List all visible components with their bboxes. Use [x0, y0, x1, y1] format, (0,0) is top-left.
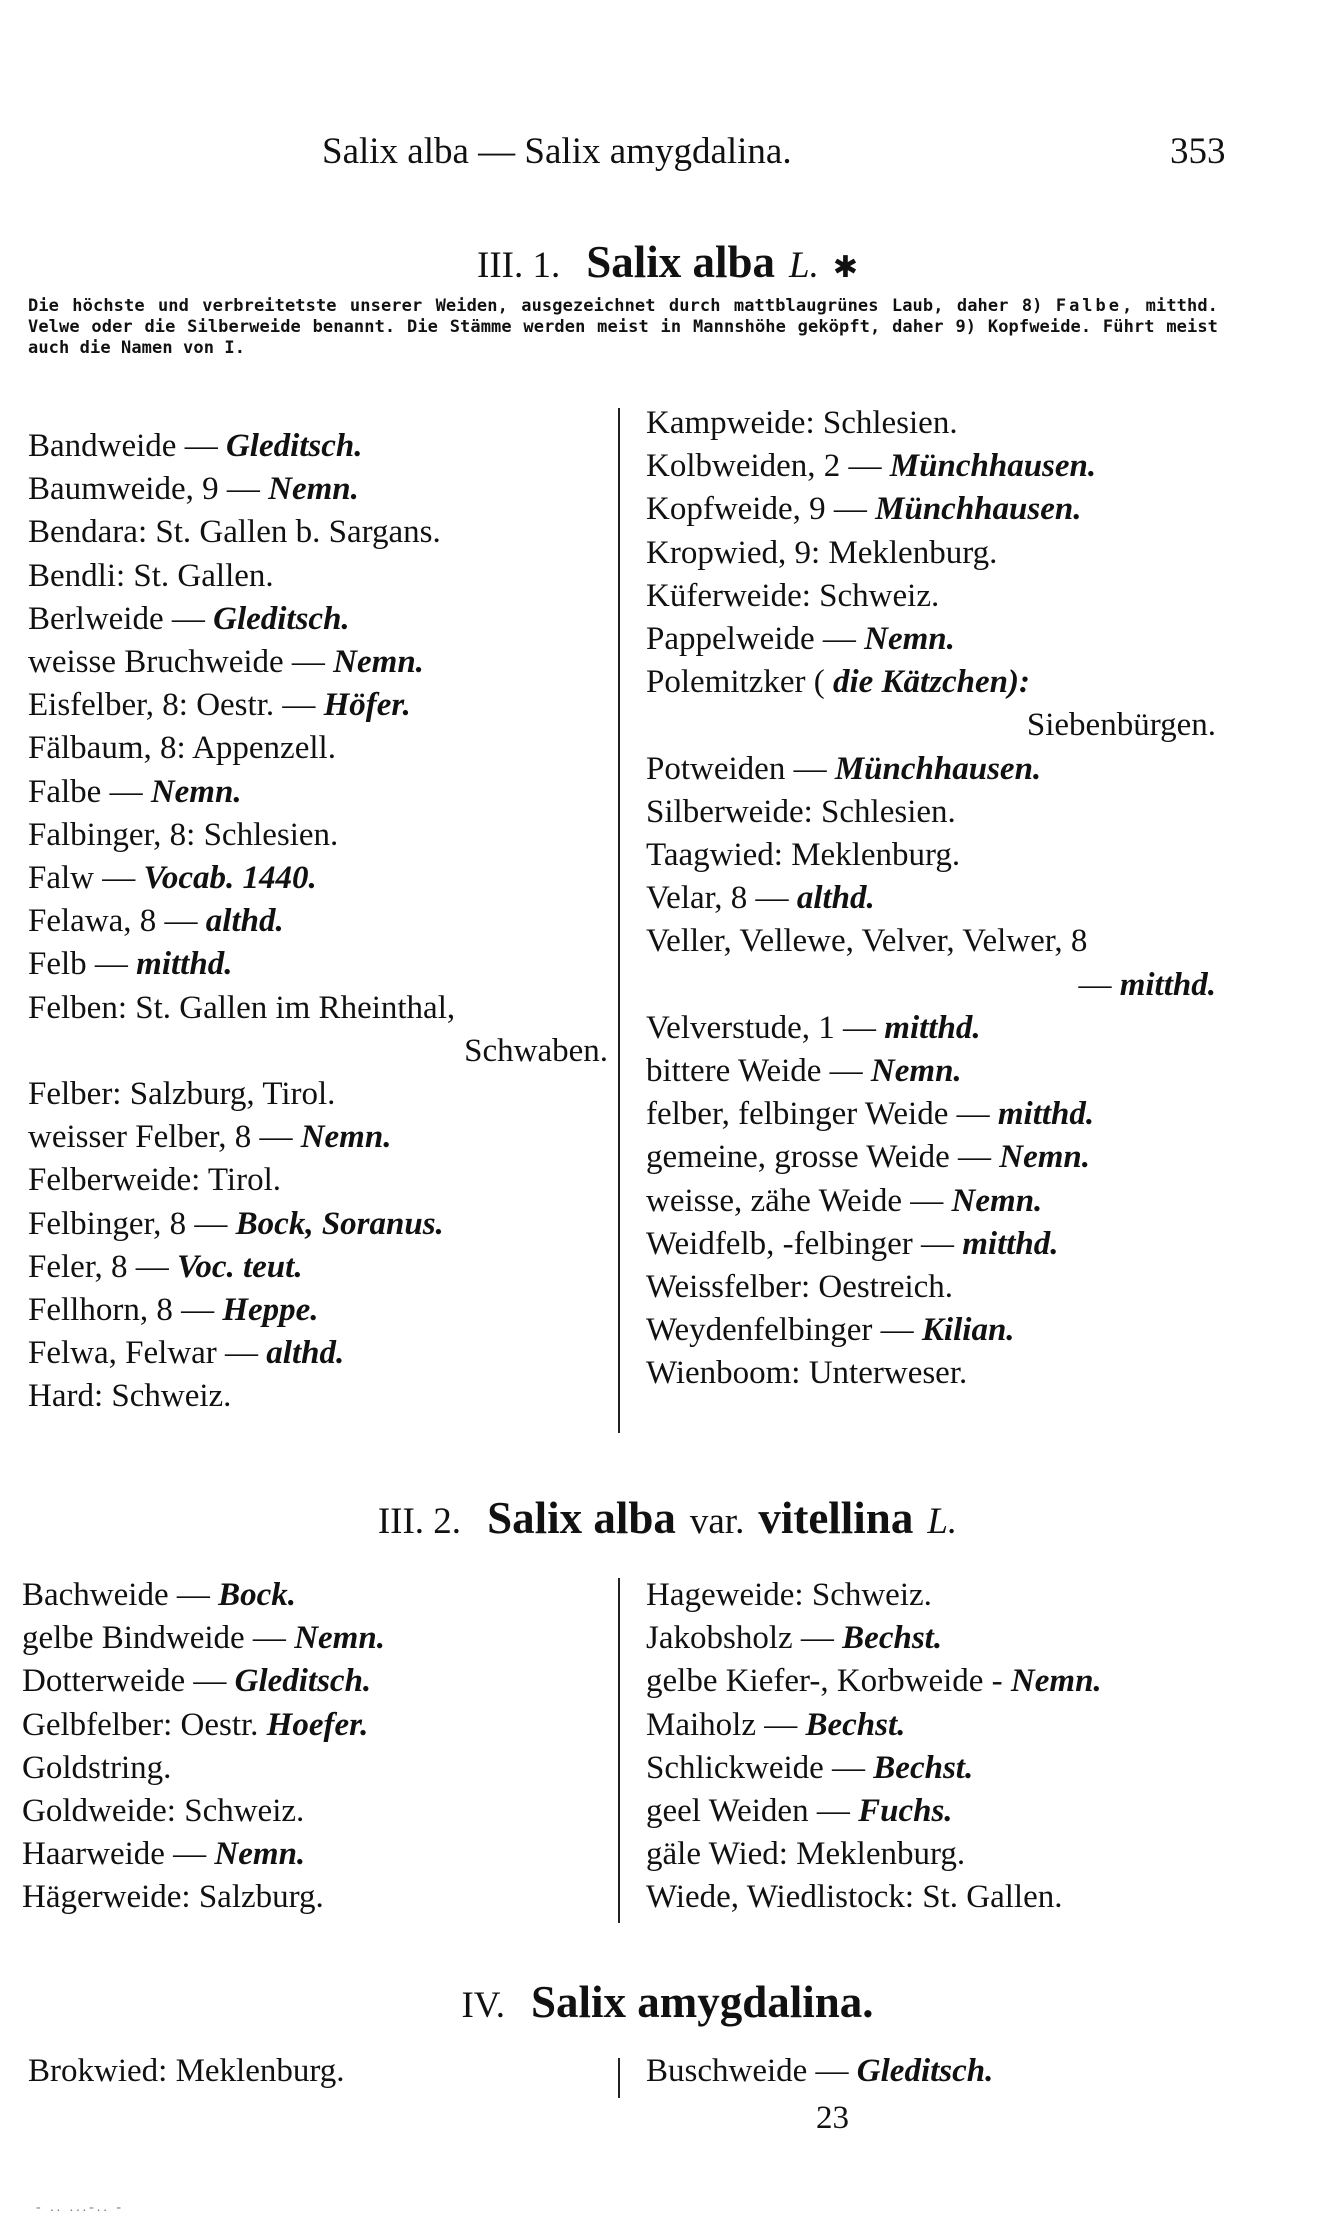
- name-entry: [22, 1833, 602, 1876]
- entry-name: Bendara: St. Gallen b. Sargans.: [28, 514, 441, 551]
- entry-source: Gleditsch.: [213, 600, 350, 637]
- entry-name: gelbe Bindweide —: [22, 1620, 286, 1657]
- name-entry: [646, 1007, 1216, 1050]
- name-entry: [22, 1876, 602, 1919]
- section2-left-column: [22, 1574, 602, 1920]
- entry-name: Jakobsholz —: [646, 1620, 834, 1657]
- section-number: III. 1.: [477, 245, 561, 286]
- entry-source: mitthd.: [884, 1009, 981, 1046]
- section-heading-vitellina: [0, 1492, 1335, 1544]
- entry-name: Bendli: St. Gallen.: [28, 557, 274, 594]
- entry-source: Münchhausen.: [834, 750, 1042, 787]
- entry-source: mitthd.: [136, 946, 233, 983]
- entry-name: weisse Bruchweide —: [28, 644, 325, 681]
- entry-name: Fellhorn, 8 —: [28, 1292, 215, 1329]
- entry-name: weisse, zähe Weide —: [646, 1182, 944, 1219]
- section-author: L.: [927, 1501, 958, 1542]
- entry-source: Münchhausen.: [875, 491, 1082, 528]
- name-entry: [28, 1073, 608, 1116]
- entry-source: Nemn.: [294, 1620, 385, 1657]
- name-entry: [28, 771, 608, 814]
- name-entry: [646, 1747, 1226, 1790]
- edge-specks: - .. ...-.. -: [36, 2200, 124, 2215]
- entry-name: Fälbaum, 8: Appenzell.: [28, 730, 336, 767]
- section-number: IV.: [461, 1985, 505, 2026]
- name-entry: [646, 748, 1216, 791]
- name-entry: [646, 661, 1216, 704]
- name-entry: [646, 402, 1216, 445]
- name-entry: [646, 1876, 1226, 1919]
- section-heading-salix-alba: [0, 236, 1335, 288]
- name-entry: [22, 1790, 602, 1833]
- entry-name: Velverstude, 1 —: [646, 1009, 877, 1046]
- entry-source: Nemn.: [999, 1139, 1090, 1176]
- name-entry: [28, 2050, 608, 2093]
- name-entry: [28, 943, 608, 986]
- entry-source: Hoefer.: [266, 1706, 369, 1743]
- name-entry: [646, 618, 1216, 661]
- entry-source: Nemn.: [268, 471, 359, 508]
- entry-name: Felb —: [28, 946, 128, 983]
- entry-source: Nemn.: [864, 621, 955, 658]
- section1-right-column: [646, 402, 1216, 1396]
- section-name: Salix alba: [586, 237, 776, 287]
- name-entry: [646, 532, 1216, 575]
- entry-name: Goldstring.: [22, 1749, 172, 1786]
- entry-name: Bachweide —: [22, 1577, 210, 1613]
- name-entry: [646, 1180, 1216, 1223]
- entry-source: mitthd.: [962, 1225, 1059, 1262]
- entry-name: geel Weiden —: [646, 1793, 850, 1830]
- entry-source: Nemn.: [150, 773, 242, 810]
- name-entry: [22, 1617, 602, 1660]
- entry-name: Buschweide —: [646, 2053, 849, 2089]
- name-entry: [646, 1790, 1226, 1833]
- name-entry: [646, 1352, 1216, 1395]
- name-entry: [646, 834, 1216, 877]
- section1-left-column: [28, 425, 608, 1419]
- entry-source: Bock, Soranus.: [235, 1205, 444, 1242]
- entry-name: Kropwied, 9: Meklenburg.: [646, 534, 998, 571]
- name-entry: [646, 575, 1216, 618]
- name-entry: [646, 1266, 1216, 1309]
- entry-source: Nemn.: [214, 1836, 306, 1873]
- entry-source: Heppe.: [222, 1292, 319, 1329]
- name-entry: [646, 488, 1216, 531]
- entry-name: Wienboom: Unterweser.: [646, 1355, 968, 1392]
- entry-name: Haarweide —: [22, 1836, 207, 1873]
- section3-right-column: [646, 2050, 1226, 2093]
- entry-continuation: [646, 964, 1216, 1007]
- column-divider: [618, 1578, 620, 1923]
- name-entry: [646, 1833, 1226, 1876]
- entry-name: Goldweide: Schweiz.: [22, 1793, 305, 1830]
- name-entry: [28, 727, 608, 770]
- entry-name: Brokwied: Meklenburg.: [28, 2053, 345, 2089]
- entry-source: Bock.: [218, 1577, 297, 1613]
- entry-name: Silberweide: Schlesien.: [646, 793, 956, 830]
- intro-paragraph: [28, 296, 1218, 359]
- entry-source: mitthd.: [997, 1096, 1095, 1133]
- entry-source: Bechst.: [873, 1749, 974, 1786]
- printer-signature: 23: [816, 2100, 849, 2136]
- entry-name: Küferweide: Schweiz.: [646, 577, 940, 614]
- entry-name: Weydenfelbinger —: [646, 1312, 914, 1349]
- intro-falbe: Falbe: [1055, 296, 1123, 316]
- entry-name: Felberweide: Tirol.: [28, 1162, 281, 1199]
- entry-name: Falbe —: [28, 773, 143, 810]
- entry-source: Nemn.: [333, 644, 424, 681]
- name-entry: [22, 1574, 602, 1617]
- entry-continuation: [28, 1030, 608, 1073]
- section-var: var.: [689, 1501, 745, 1542]
- entry-name: Siebenbürgen.: [1026, 707, 1216, 744]
- entry-source: die Kätzchen):: [832, 664, 1031, 701]
- entry-name: Veller, Vellewe, Velver, Velwer, 8: [646, 923, 1088, 960]
- entry-name: Maiholz —: [646, 1706, 798, 1743]
- entry-name: Felwa, Felwar —: [28, 1335, 259, 1372]
- entry-continuation: [646, 704, 1216, 747]
- section-name: Salix alba: [487, 1493, 676, 1543]
- entry-name: Felben: St. Gallen im Rheinthal,: [28, 989, 456, 1026]
- name-entry: [646, 1574, 1226, 1617]
- name-entry: [646, 445, 1216, 488]
- name-entry: [28, 598, 608, 641]
- name-entry: [646, 877, 1216, 920]
- name-entry: [28, 555, 608, 598]
- entry-name: Schwaben.: [464, 1032, 608, 1069]
- page-number: 353: [1170, 131, 1226, 172]
- name-entry: [28, 1203, 608, 1246]
- name-entry: [646, 1309, 1216, 1352]
- entry-name: Pappelweide —: [646, 621, 856, 658]
- name-entry: [646, 1617, 1226, 1660]
- entry-source: Kilian.: [921, 1312, 1015, 1349]
- intro-text-a: Die höchste und verbreitetste unserer Weiden, ausgezeichnet durch mattblaugrünes Laub, daher 8): [28, 296, 1043, 316]
- entry-name: Felber: Salzburg, Tirol.: [28, 1076, 336, 1113]
- section2-right-column: [646, 1574, 1226, 1920]
- entry-name: Dotterweide —: [22, 1663, 227, 1700]
- name-entry: [22, 1704, 602, 1747]
- entry-name: —: [1078, 966, 1112, 1003]
- entry-source: Voc. teut.: [176, 1248, 303, 1285]
- column-divider: [618, 408, 620, 1433]
- entry-name: Eisfelber, 8: Oestr. —: [28, 687, 316, 724]
- entry-source: Nemn.: [1010, 1663, 1102, 1700]
- entry-name: felber, felbinger Weide —: [646, 1096, 990, 1133]
- intro-text-b: , mitthd. Velwe oder die Silberweide benannt. Die Stämme werden meist in Mannshöhe geköpft, daher 9) Kopfweide. Führt meist auch die Namen von I.: [28, 296, 1219, 358]
- name-entry: [22, 1747, 602, 1790]
- entry-name: Baumweide, 9 —: [28, 471, 260, 508]
- section-name-vitellina: vitellina: [758, 1493, 914, 1543]
- tree-symbol-icon: ✱: [832, 251, 858, 284]
- entry-name: bittere Weide —: [646, 1053, 863, 1090]
- entry-source: Gleditsch.: [856, 2053, 994, 2089]
- entry-name: Gelbfelber: Oestr.: [22, 1706, 259, 1743]
- section-name: Salix amygdalina.: [530, 1977, 874, 2027]
- entry-name: Kampweide: Schlesien.: [646, 405, 958, 441]
- entry-source: Nemn.: [300, 1119, 392, 1156]
- entry-source: Nemn.: [870, 1053, 962, 1090]
- name-entry: [646, 920, 1216, 963]
- section-heading-amygdalina: [0, 1976, 1335, 2028]
- name-entry: [646, 1704, 1226, 1747]
- name-entry: [28, 1116, 608, 1159]
- name-entry: [28, 814, 608, 857]
- entry-source: Münchhausen.: [889, 448, 1097, 485]
- entry-source: Fuchs.: [858, 1793, 953, 1830]
- name-entry: [28, 1332, 608, 1375]
- entry-name: Kopfweide, 9 —: [646, 491, 867, 528]
- entry-name: Berlweide —: [28, 600, 205, 637]
- entry-source: Gleditsch.: [234, 1663, 372, 1700]
- entry-name: Wiede, Wiedlistock: St. Gallen.: [646, 1879, 1063, 1916]
- entry-name: Weissfelber: Oestreich.: [646, 1269, 954, 1306]
- entry-name: Falw —: [28, 860, 136, 897]
- section-number: III. 2.: [377, 1501, 462, 1542]
- entry-name: Potweiden —: [646, 750, 827, 787]
- entry-name: Falbinger, 8: Schlesien.: [28, 816, 339, 853]
- running-title: Salix alba — Salix amygdalina.: [322, 131, 792, 172]
- name-entry: [28, 511, 608, 554]
- name-entry: [22, 1660, 602, 1703]
- entry-name: gäle Wied: Meklenburg.: [646, 1836, 966, 1873]
- entry-name: Taagwied: Meklenburg.: [646, 837, 961, 874]
- running-head: [0, 130, 1335, 180]
- entry-name: Hageweide: Schweiz.: [646, 1577, 932, 1613]
- entry-name: Polemitzker (: [646, 664, 825, 701]
- name-entry: [646, 1223, 1216, 1266]
- name-entry: [28, 684, 608, 727]
- entry-name: Velar, 8 —: [646, 880, 789, 917]
- entry-source: Bechst.: [842, 1620, 943, 1657]
- name-entry: [28, 1375, 608, 1418]
- entry-name: Felawa, 8 —: [28, 903, 198, 940]
- entry-name: Kolbweiden, 2 —: [646, 448, 882, 485]
- column-divider: [618, 2058, 620, 2098]
- entry-name: Schlickweide —: [646, 1749, 866, 1786]
- entry-source: althd.: [205, 903, 284, 940]
- name-entry: [646, 2050, 1226, 2093]
- entry-name: gelbe Kiefer-, Korbweide -: [646, 1663, 1003, 1700]
- name-entry: [646, 1136, 1216, 1179]
- name-entry: [28, 468, 608, 511]
- name-entry: [28, 900, 608, 943]
- name-entry: [646, 1093, 1216, 1136]
- entry-source: mitthd.: [1119, 966, 1216, 1003]
- name-entry: [28, 425, 608, 468]
- name-entry: [28, 987, 608, 1030]
- entry-source: althd.: [266, 1335, 345, 1372]
- entry-name: Felbinger, 8 —: [28, 1205, 228, 1242]
- name-entry: [28, 1246, 608, 1289]
- entry-name: Hard: Schweiz.: [28, 1378, 232, 1415]
- entry-source: Nemn.: [951, 1182, 1043, 1219]
- entry-name: weisser Felber, 8 —: [28, 1119, 293, 1156]
- entry-name: Weidfelb, -felbinger —: [646, 1225, 954, 1262]
- entry-source: Bechst.: [805, 1706, 906, 1743]
- name-entry: [28, 641, 608, 684]
- section-author: L.: [789, 245, 819, 286]
- entry-name: Hägerweide: Salzburg.: [22, 1879, 324, 1916]
- entry-name: gemeine, grosse Weide —: [646, 1139, 991, 1176]
- section3-left-column: [28, 2050, 608, 2093]
- name-entry: [28, 1289, 608, 1332]
- entry-source: Höfer.: [323, 687, 411, 724]
- entry-name: Feler, 8 —: [28, 1248, 169, 1285]
- name-entry: [646, 791, 1216, 834]
- entry-source: Gleditsch.: [225, 428, 363, 464]
- name-entry: [646, 1050, 1216, 1093]
- name-entry: [28, 857, 608, 900]
- entry-source: Vocab. 1440.: [143, 860, 317, 897]
- entry-source: althd.: [796, 880, 875, 917]
- name-entry: [28, 1159, 608, 1202]
- entry-name: Bandweide —: [28, 428, 218, 464]
- name-entry: [646, 1660, 1226, 1703]
